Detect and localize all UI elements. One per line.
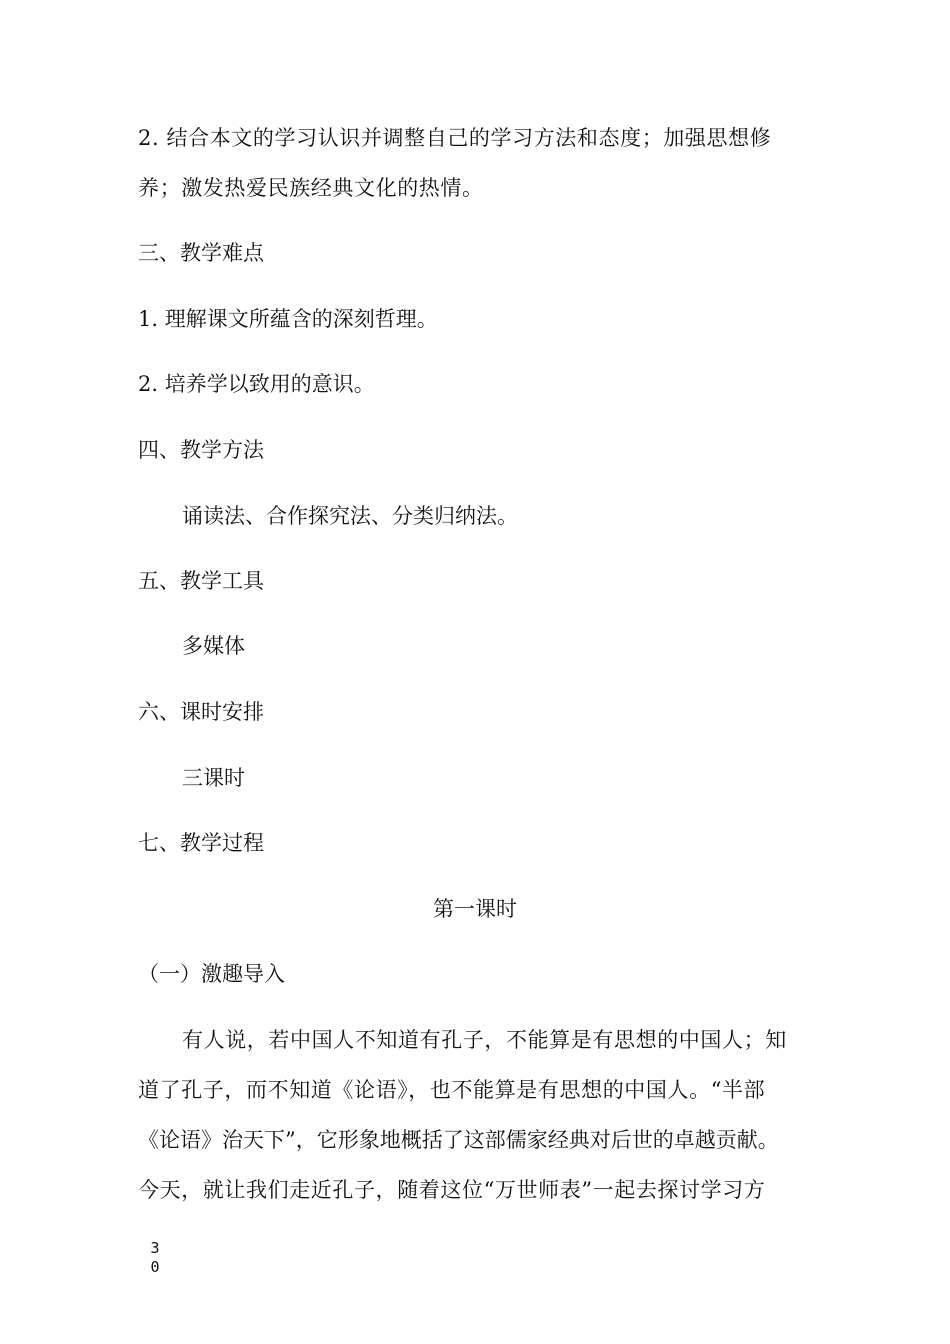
heading-teaching-difficulties: 三、教学难点 xyxy=(138,241,264,265)
heading-schedule: 六、课时安排 xyxy=(138,700,264,724)
teaching-methods-text: 诵读法、合作探究法、分类归纳法。 xyxy=(182,504,518,528)
intro-paragraph-line-1: 有人说，若中国人不知道有孔子，不能算是有思想的中国人；知 xyxy=(182,1028,787,1052)
teaching-tools-text: 多媒体 xyxy=(182,634,245,658)
page-number: 30 xyxy=(150,1239,160,1276)
heading-teaching-methods: 四、教学方法 xyxy=(138,438,264,462)
heading-teaching-process: 七、教学过程 xyxy=(138,831,264,855)
goal-2-line-1: 2. 结合本文的学习认识并调整自己的学习方法和态度；加强思想修 xyxy=(138,126,772,150)
section-heading-intro: （一）激趣导入 xyxy=(138,962,285,986)
schedule-text: 三课时 xyxy=(182,766,245,790)
goal-2-line-2: 养；激发热爱民族经典文化的热情。 xyxy=(138,176,484,200)
lesson-title: 第一课时 xyxy=(433,897,517,921)
difficulty-1: 1. 理解课文所蕴含的深刻哲理。 xyxy=(138,307,438,331)
intro-paragraph-line-2: 道了孔子，而不知道《论语》，也不能算是有思想的中国人。“半部 xyxy=(138,1078,766,1102)
heading-teaching-tools: 五、教学工具 xyxy=(138,569,264,593)
difficulty-2: 2. 培养学以致用的意识。 xyxy=(138,372,375,396)
intro-paragraph-line-4: 今天，就让我们走近孔子，随着这位“万世师表”一起去探讨学习方 xyxy=(138,1178,766,1202)
intro-paragraph-line-3: 《论语》治天下”，它形象地概括了这部儒家经典对后世的卓越贡献。 xyxy=(138,1128,779,1152)
